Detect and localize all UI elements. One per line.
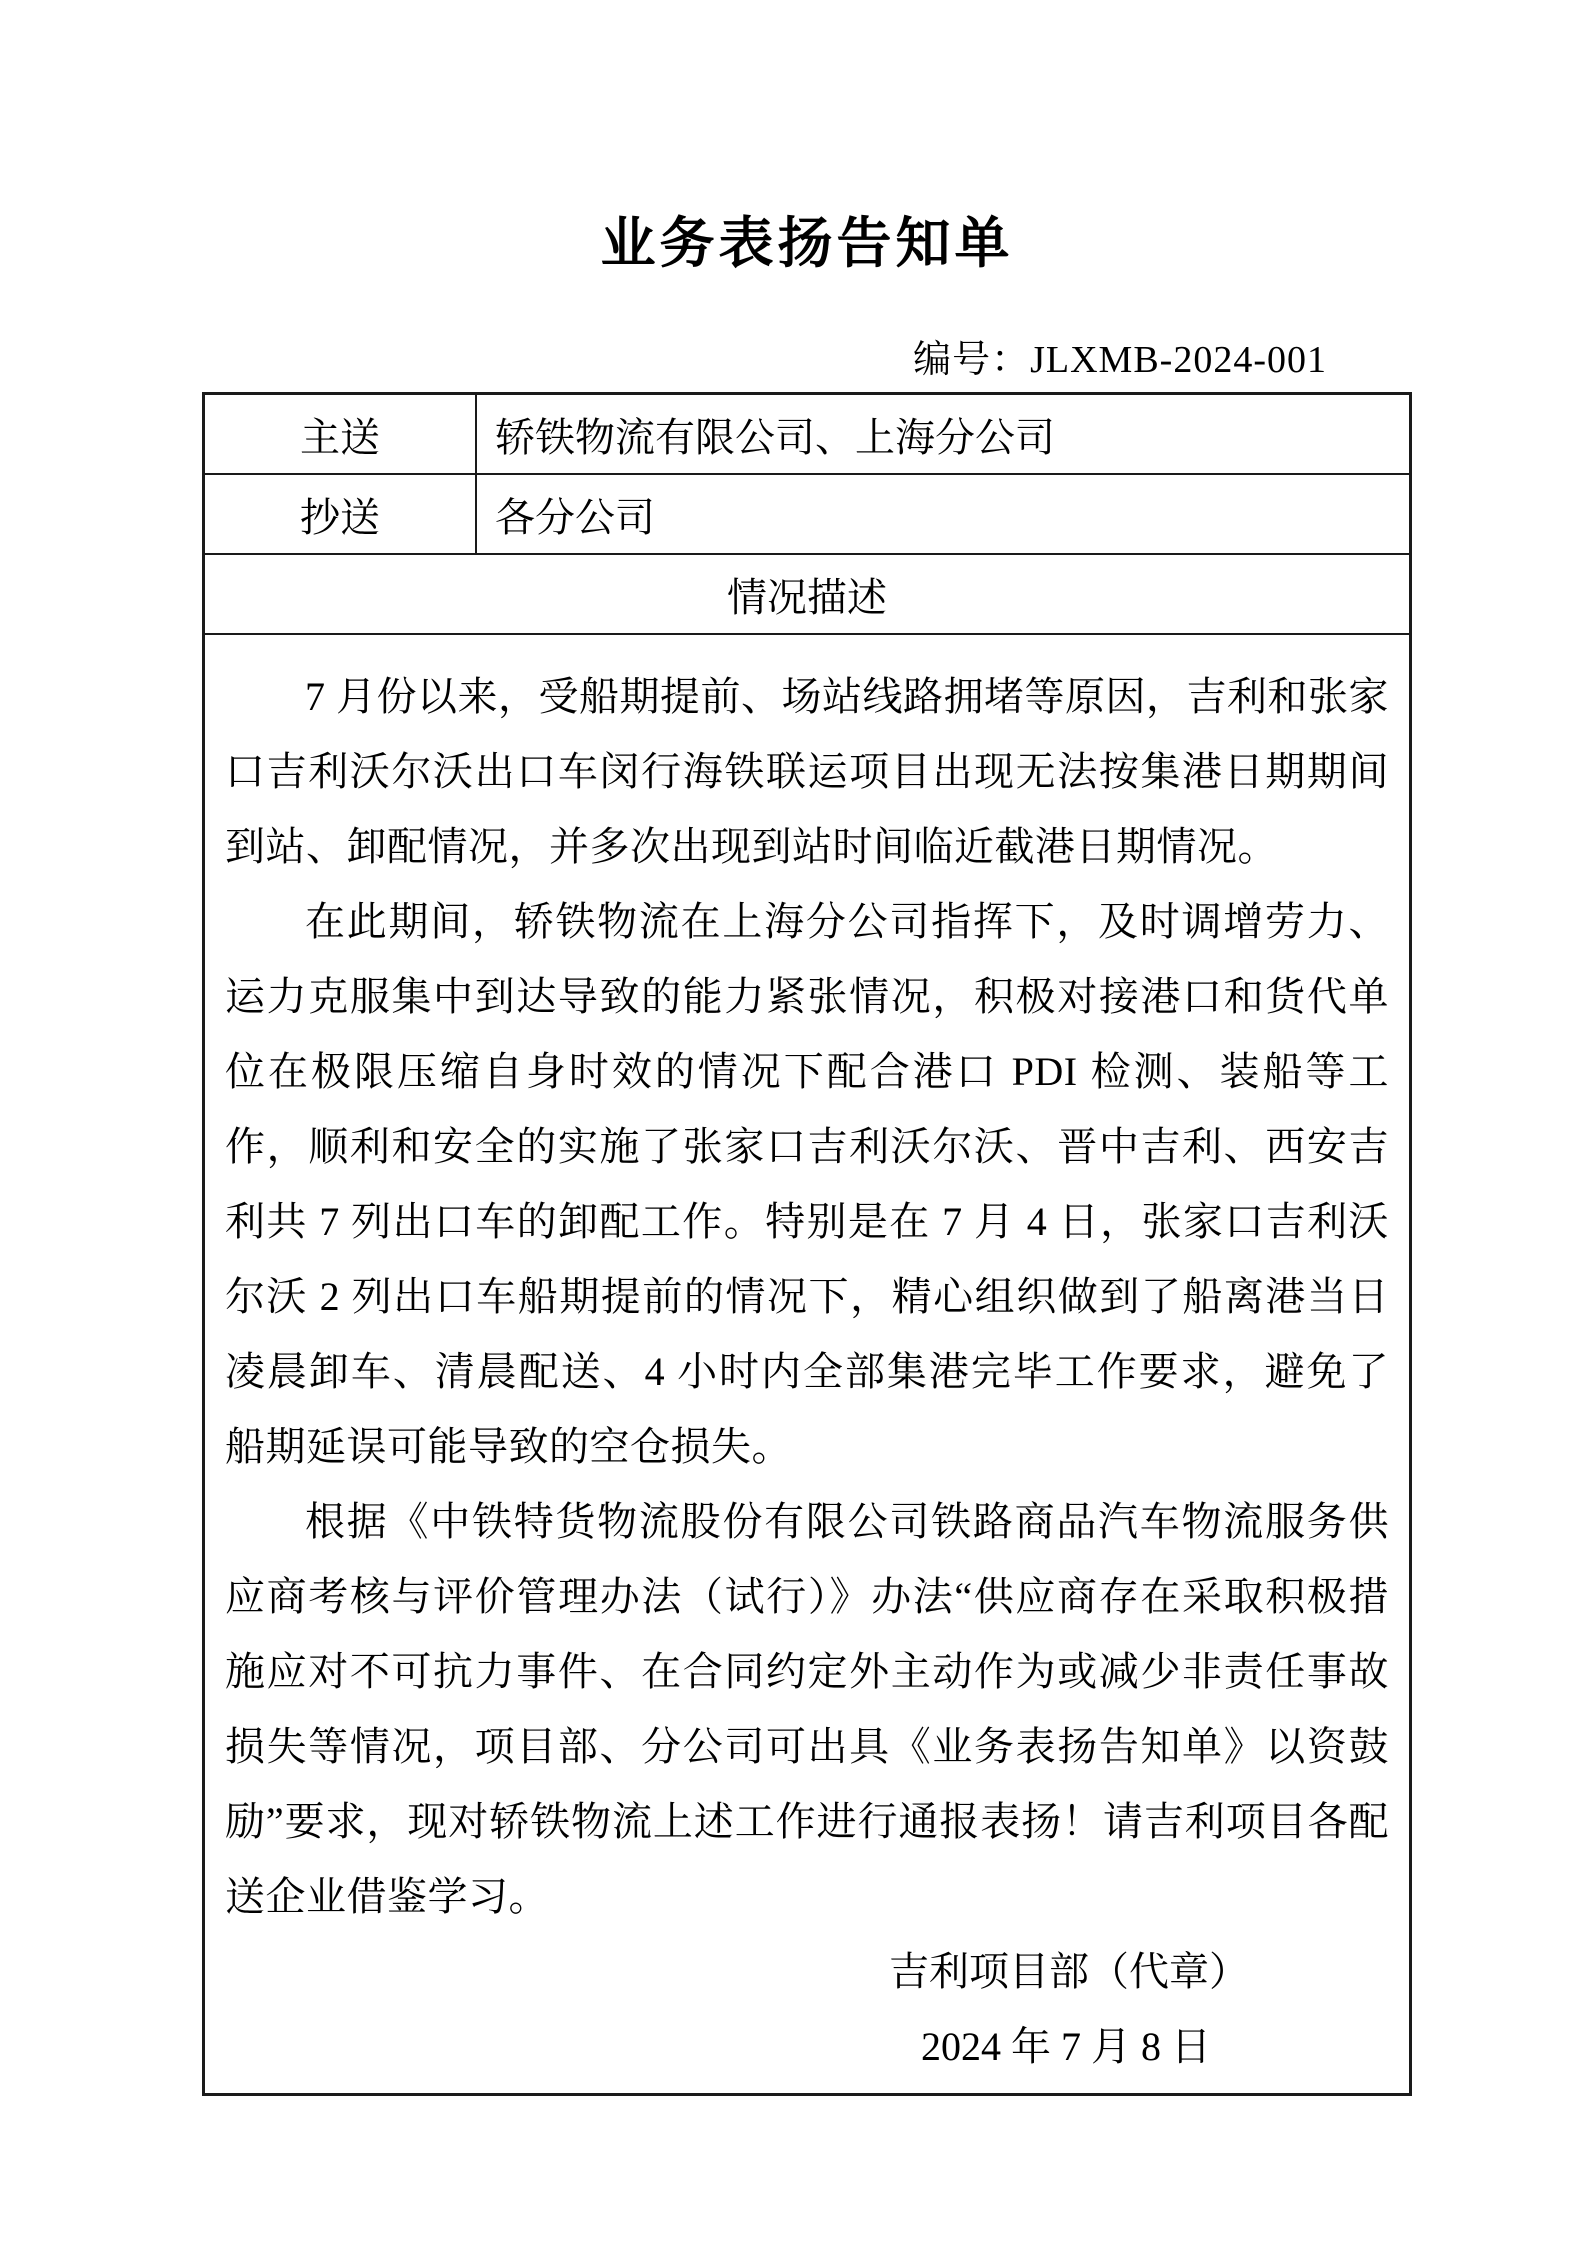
signature-line: 吉利项目部（代章） xyxy=(889,1948,1249,1994)
cc-value: 各分公司 xyxy=(476,474,1411,554)
body-paragraph-2: 在此期间，轿铁物流在上海分公司指挥下，及时调增劳力、运力克服集中到达导致的能力紧张情况，积极对接港口和货代单位在极限压缩自身时效的情况下配合港口 PDI 检测、装船等工作，顺利和安全的实施了张家口吉利沃尔沃、晋中吉利、西安吉利共 7 列出口车的卸配工作。特别是在 7 月 4 日，张家口吉利沃尔沃 2 列出口车船期提前的情况下，精心组织做到了船离港当日凌晨卸车、清晨配送、4 小时内全部集港完毕工作要求，避免了船期延误可能导致的空仓损失。 xyxy=(225,898,1389,1469)
doc-number-value: JLXMB-2024-001 xyxy=(1030,339,1327,381)
doc-number-line xyxy=(202,338,1412,382)
section-header: 情况描述 xyxy=(204,554,1411,634)
date-line: 2024 年 7 月 8 日 xyxy=(921,2023,1211,2069)
table-row-cc xyxy=(204,474,1411,554)
document-title: 业务表扬告知单 xyxy=(600,213,1014,274)
doc-number-label: 编号： xyxy=(913,339,1031,381)
body-paragraph-1: 7 月份以来，受船期提前、场站线路拥堵等原因，吉利和张家口吉利沃尔沃出口车闵行海铁联运项目出现无法按集港日期期间到站、卸配情况，并多次出现到站时间临近截港日期情况。 xyxy=(225,673,1389,869)
cc-label: 抄送 xyxy=(204,474,477,554)
body-cell xyxy=(204,634,1411,2095)
table-row-main-recipient xyxy=(204,394,1411,475)
table-row-body xyxy=(204,634,1411,2095)
table-row-section-header xyxy=(204,554,1411,634)
notice-table xyxy=(202,392,1412,2096)
main-recipient-value: 轿铁物流有限公司、上海分公司 xyxy=(476,394,1411,475)
main-recipient-label: 主送 xyxy=(204,394,477,475)
body-paragraph-3: 根据《中铁特货物流股份有限公司铁路商品汽车物流服务供应商考核与评价管理办法（试行）》办法“供应商存在采取积极措施应对不可抗力事件、在合同约定外主动作为或减少非责任事故损失等情况，项目部、分公司可出具《业务表扬告知单》以资鼓励”要求，现对轿铁物流上述工作进行通报表扬！请吉利项目各配送企业借鉴学习。 xyxy=(225,1498,1389,1919)
document-content xyxy=(202,0,1412,2096)
